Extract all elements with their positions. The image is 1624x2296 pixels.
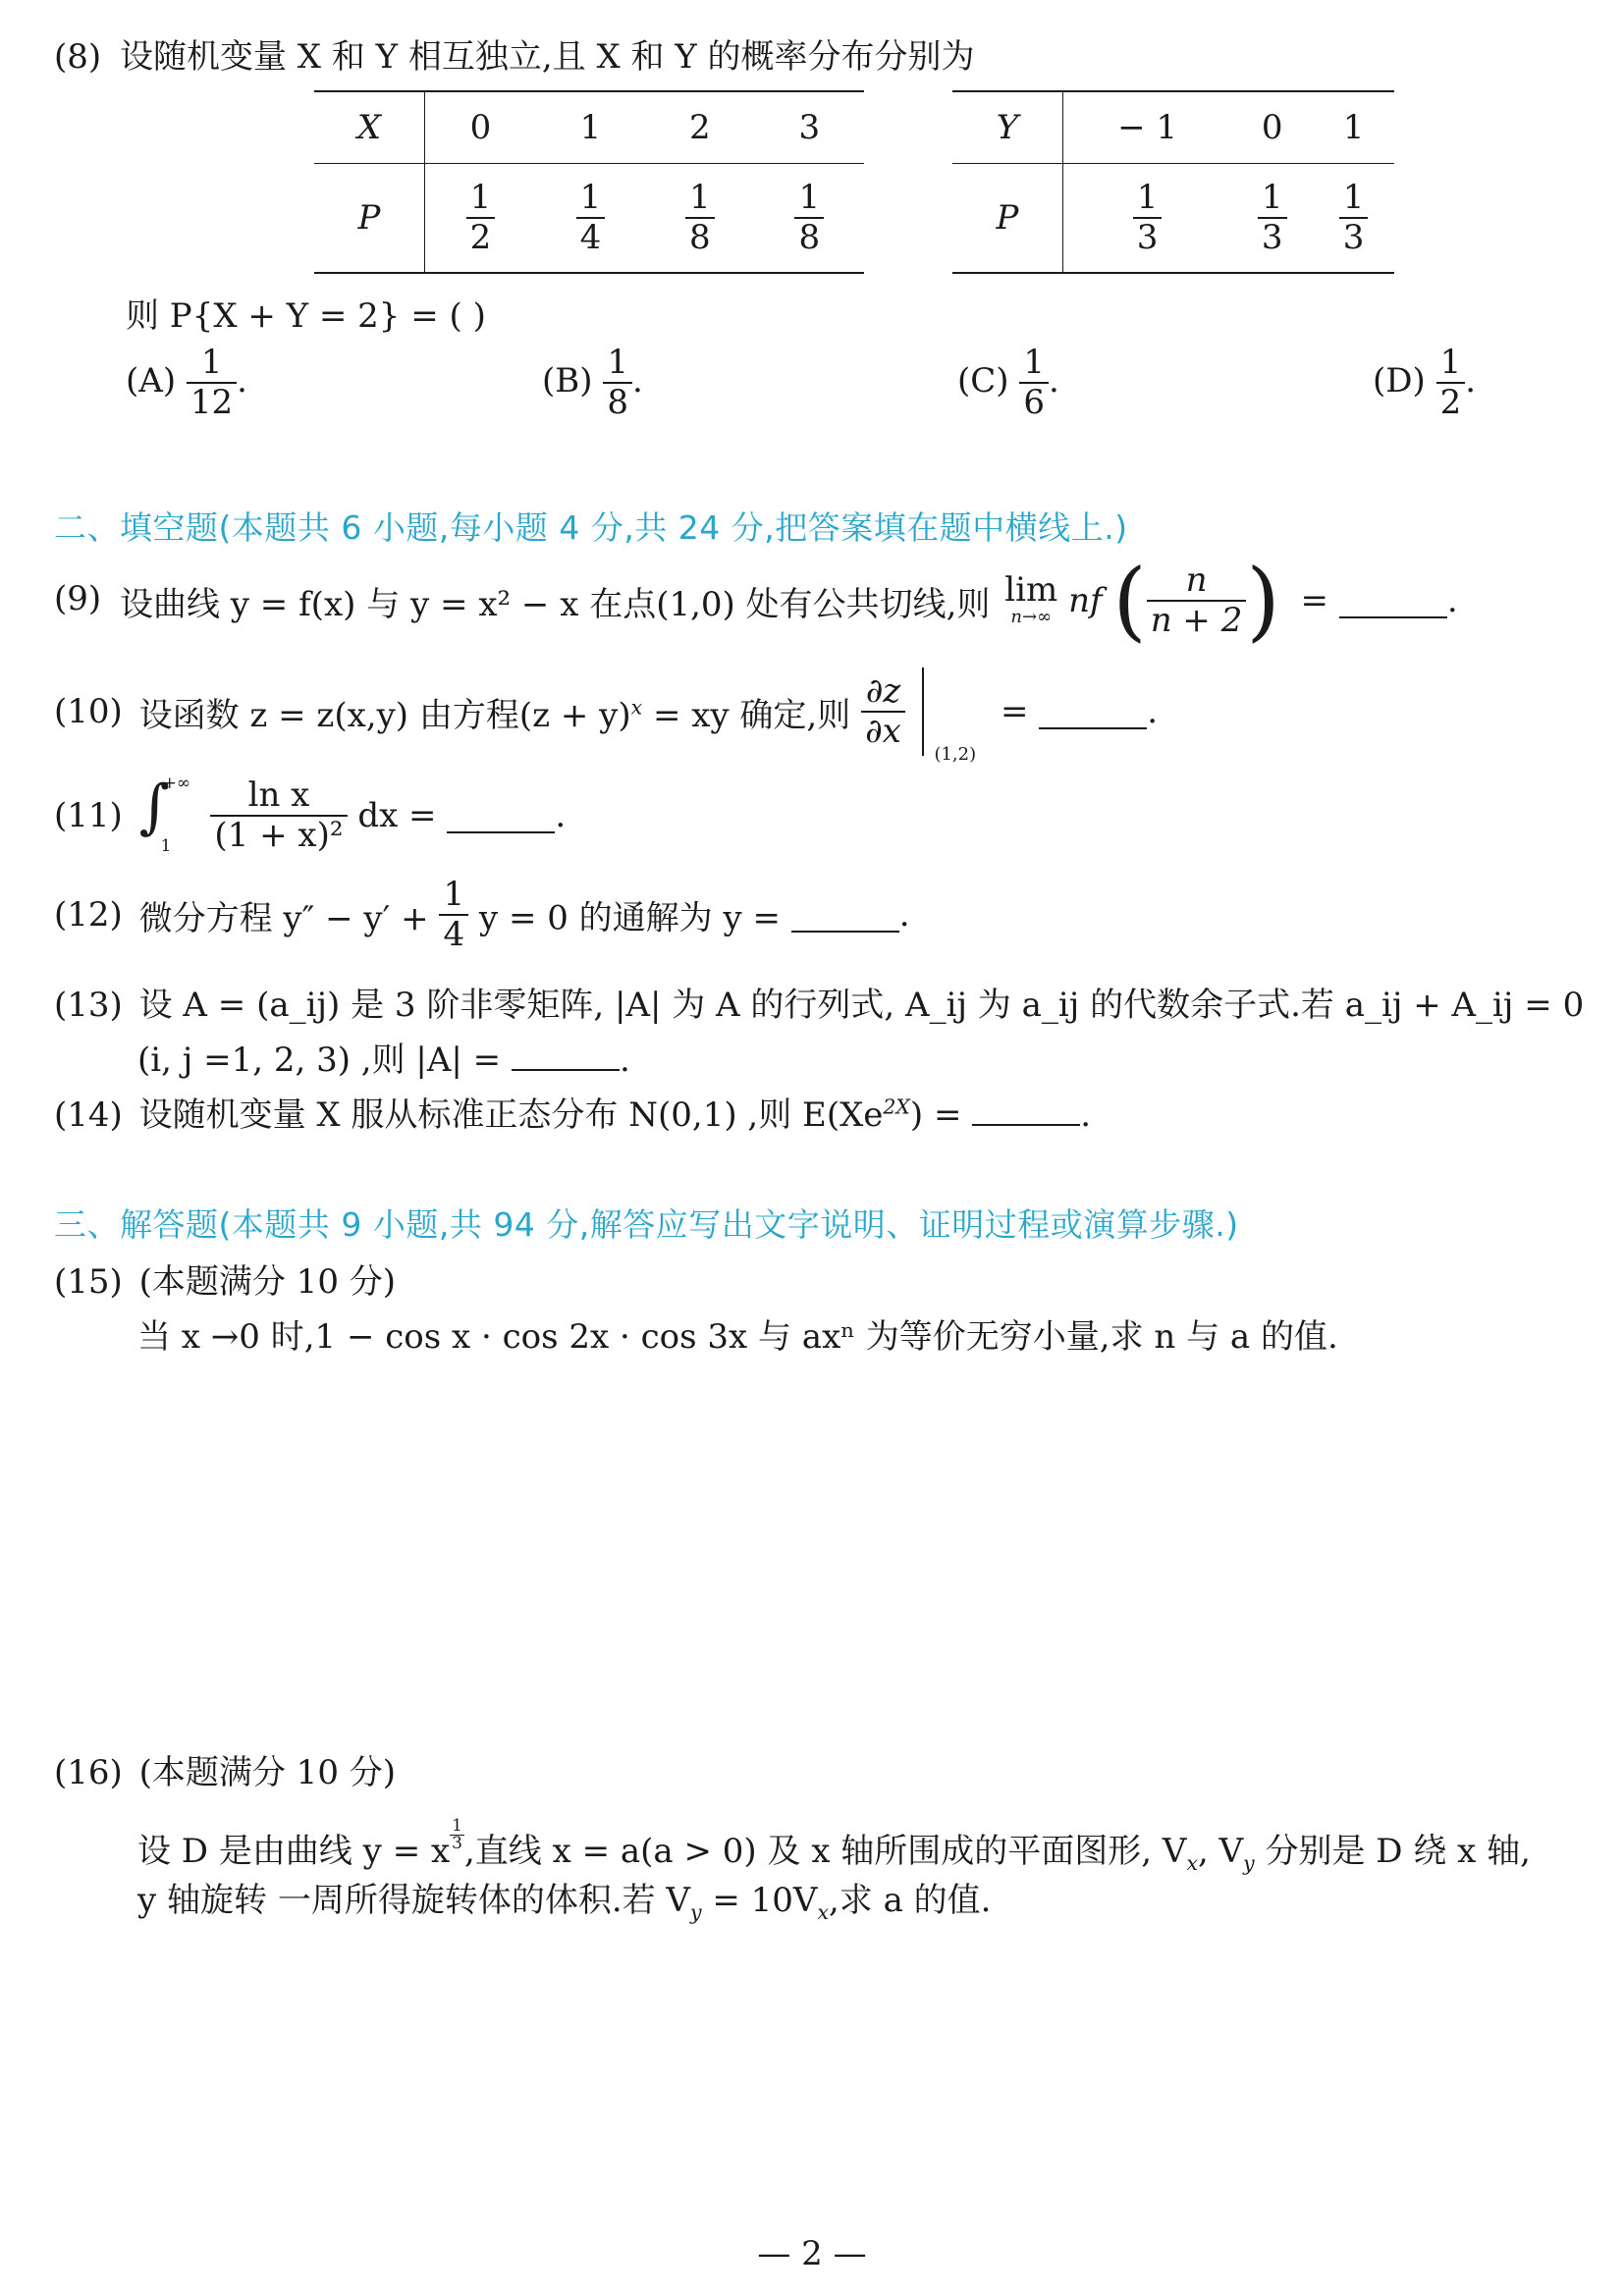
q8-number: (8) bbox=[54, 37, 102, 77]
q8-stem bbox=[54, 29, 975, 78]
q16-points: (本题满分 10 分) bbox=[138, 1753, 397, 1792]
prob-fraction: $\frac{1}{4}$ bbox=[576, 179, 606, 257]
prob-fraction: $\frac{1}{3}$ bbox=[1258, 179, 1287, 257]
q8-option-c[interactable]: (C) $\frac{1}{6}$ . bbox=[957, 343, 1059, 423]
table-x-plabel: P bbox=[314, 164, 425, 274]
q12-text: 微分方程 y″ − y′ + bbox=[138, 898, 429, 938]
table-x-head: X bbox=[314, 91, 425, 164]
prob-fraction: $\frac{1}{8}$ bbox=[794, 179, 824, 257]
q9: (9) 设曲线 y = f(x) 与 y = x² − x 在点(1,0) 处有公共切线,则 lim n→∞ nf ( $\frac{n}{n + 2}$ ) = . bbox=[54, 550, 1458, 651]
q12-text-b: y = 0 的通解为 y = bbox=[478, 898, 781, 938]
option-label: (C) bbox=[957, 361, 1009, 401]
table-x-value: 1 bbox=[536, 91, 645, 164]
table-y-value: 0 bbox=[1231, 91, 1313, 164]
prob-fraction: $\frac{1}{2}$ bbox=[466, 179, 496, 257]
q9-number: (9) bbox=[54, 579, 102, 618]
q11-number: (11) bbox=[54, 796, 123, 835]
q10-partial: $\frac{\partial z}{\partial x}$ bbox=[861, 672, 905, 751]
q10-answer-blank[interactable] bbox=[1039, 694, 1147, 729]
q9-text: 设曲线 y = f(x) 与 y = x² − x 在点(1,0) 处有公共切线,则 bbox=[119, 584, 991, 624]
q9-limit: lim n→∞ bbox=[1004, 570, 1058, 628]
q13-answer-blank[interactable] bbox=[512, 1036, 620, 1071]
table-x-value: 3 bbox=[755, 91, 864, 164]
q16-header bbox=[54, 1745, 396, 1793]
table-y-head: Y bbox=[952, 91, 1063, 164]
q12-answer-blank[interactable] bbox=[791, 897, 899, 933]
q15-header bbox=[54, 1255, 396, 1303]
q8-table-x bbox=[314, 90, 864, 274]
page-number: — 2 — bbox=[757, 2234, 867, 2273]
table-x-value: 0 bbox=[425, 91, 536, 164]
q16-number: (16) bbox=[54, 1753, 123, 1792]
q12-number: (12) bbox=[54, 895, 123, 935]
prob-fraction: $\frac{1}{3}$ bbox=[1339, 179, 1369, 257]
q11-dx: dx = bbox=[357, 796, 437, 835]
q8-table-y bbox=[952, 90, 1394, 274]
q12: (12) 微分方程 y″ − y′ + $\frac{1}{4}$ y = 0 的通解为 y = . bbox=[54, 875, 910, 955]
q10-point: (1,2) bbox=[934, 744, 977, 765]
q8-option-b[interactable]: (B) $\frac{1}{8}$ . bbox=[542, 343, 643, 423]
q9-equals: = bbox=[1300, 581, 1328, 620]
q16-exponent: $\frac{1}{3}$ bbox=[452, 1816, 462, 1853]
q9-nf: nf bbox=[1068, 581, 1103, 620]
prob-fraction: $\frac{1}{3}$ bbox=[1133, 179, 1163, 257]
q15-body: 当 x →0 时,1 − cos x · cos 2x · cos 3x 与 axⁿ 为等价无穷小量,求 n 与 a 的值. bbox=[137, 1317, 1338, 1357]
q15-points: (本题满分 10 分) bbox=[138, 1262, 397, 1302]
table-y-value: − 1 bbox=[1063, 91, 1232, 164]
option-label: (B) bbox=[542, 361, 593, 401]
q10-text: 设函数 z = z(x,y) 由方程$(z + y)^x$ = xy 确定,则 bbox=[138, 695, 851, 735]
section-3-heading: 三、解答题(本题共 9 小题,共 94 分,解答应写出文字说明、证明过程或演算步骤.) bbox=[54, 1205, 1239, 1244]
q13-text: 设 A = (a_ij) 是 3 阶非零矩阵, |A| 为 A 的行列式, A_ij 为 a_ij 的代数余子式.若 a_ij + A_ij = 0 bbox=[138, 986, 1585, 1025]
q13-number: (13) bbox=[54, 986, 123, 1025]
option-fraction: $\frac{1}{12}$ bbox=[187, 344, 237, 422]
q9-fraction: $\frac{n}{n + 2}$ bbox=[1147, 561, 1247, 640]
q11-integrand: $\frac{\text{ln x}}{\text{(1 + x)²}}$ bbox=[210, 776, 347, 855]
table-y-plabel: P bbox=[952, 164, 1063, 274]
q14-answer-blank[interactable] bbox=[972, 1091, 1080, 1126]
option-fraction: $\frac{1}{8}$ bbox=[603, 344, 632, 422]
option-label: (A) bbox=[126, 361, 177, 401]
q13-line1 bbox=[54, 978, 1584, 1026]
q13-text-2: (i, j =1, 2, 3) ,则 |A| = bbox=[137, 1041, 502, 1080]
q8-option-a[interactable]: (A) $\frac{1}{12}$ . bbox=[126, 343, 247, 423]
table-y-value: 1 bbox=[1313, 91, 1394, 164]
q14: (14) 设随机变量 X 服从标准正态分布 N(0,1) ,则 $E(Xe^{2X})$ = . bbox=[54, 1088, 1091, 1136]
q11: (11) ∫ +∞ 1 $\frac{\text{ln x}}{\text{(1 + x)²}}$ dx = . bbox=[54, 772, 566, 860]
evaluation-bar bbox=[922, 667, 924, 756]
option-fraction: $\frac{1}{6}$ bbox=[1019, 344, 1049, 422]
option-fraction: $\frac{1}{2}$ bbox=[1436, 344, 1466, 422]
q15-number: (15) bbox=[54, 1262, 123, 1302]
q14-number: (14) bbox=[54, 1095, 123, 1135]
table-x-value: 2 bbox=[645, 91, 754, 164]
prob-fraction: $\frac{1}{8}$ bbox=[685, 179, 715, 257]
q10: (10) 设函数 z = z(x,y) 由方程$(z + y)^x$ = xy 确定,则 $\frac{\partial z}{\partial x}$ $_{(1,2)}$ = . bbox=[54, 667, 1158, 765]
q16-line1: 设 D 是由曲线 y = x $\frac{1}{3}$ ,直线 x = a(a > 0) 及 x 轴所围成的平面图形, $V_x$, $V_y$ 分别是 D 绕 x 轴, bbox=[137, 1816, 1531, 1875]
q11-answer-blank[interactable] bbox=[447, 798, 555, 833]
section-2-heading: 二、填空题(本题共 6 小题,每小题 4 分,共 24 分,把答案填在题中横线上.) bbox=[54, 508, 1128, 547]
q10-equals: = bbox=[1000, 692, 1029, 731]
q9-answer-blank[interactable] bbox=[1339, 583, 1447, 618]
q16-line2: y 轴旋转 一周所得旋转体的体积.若 $V_y = 10V_x$,求 a 的值. bbox=[137, 1881, 992, 1924]
q12-fraction: $\frac{1}{4}$ bbox=[439, 876, 468, 954]
q10-number: (10) bbox=[54, 692, 123, 731]
q14-text: 设随机变量 X 服从标准正态分布 N(0,1) ,则 $E(Xe^{2X})$ = bbox=[138, 1095, 962, 1135]
q13-line2: (i, j =1, 2, 3) ,则 |A| = . bbox=[137, 1033, 630, 1081]
integral-sign: ∫ +∞ 1 bbox=[138, 773, 191, 856]
q8-ask: 则 P{X + Y = 2} = ( ) bbox=[126, 296, 486, 336]
q8-option-d[interactable]: (D) $\frac{1}{2}$ . bbox=[1373, 343, 1477, 423]
option-label: (D) bbox=[1373, 361, 1426, 401]
q8-text: 设随机变量 X 和 Y 相互独立,且 X 和 Y 的概率分布分别为 bbox=[119, 37, 975, 77]
